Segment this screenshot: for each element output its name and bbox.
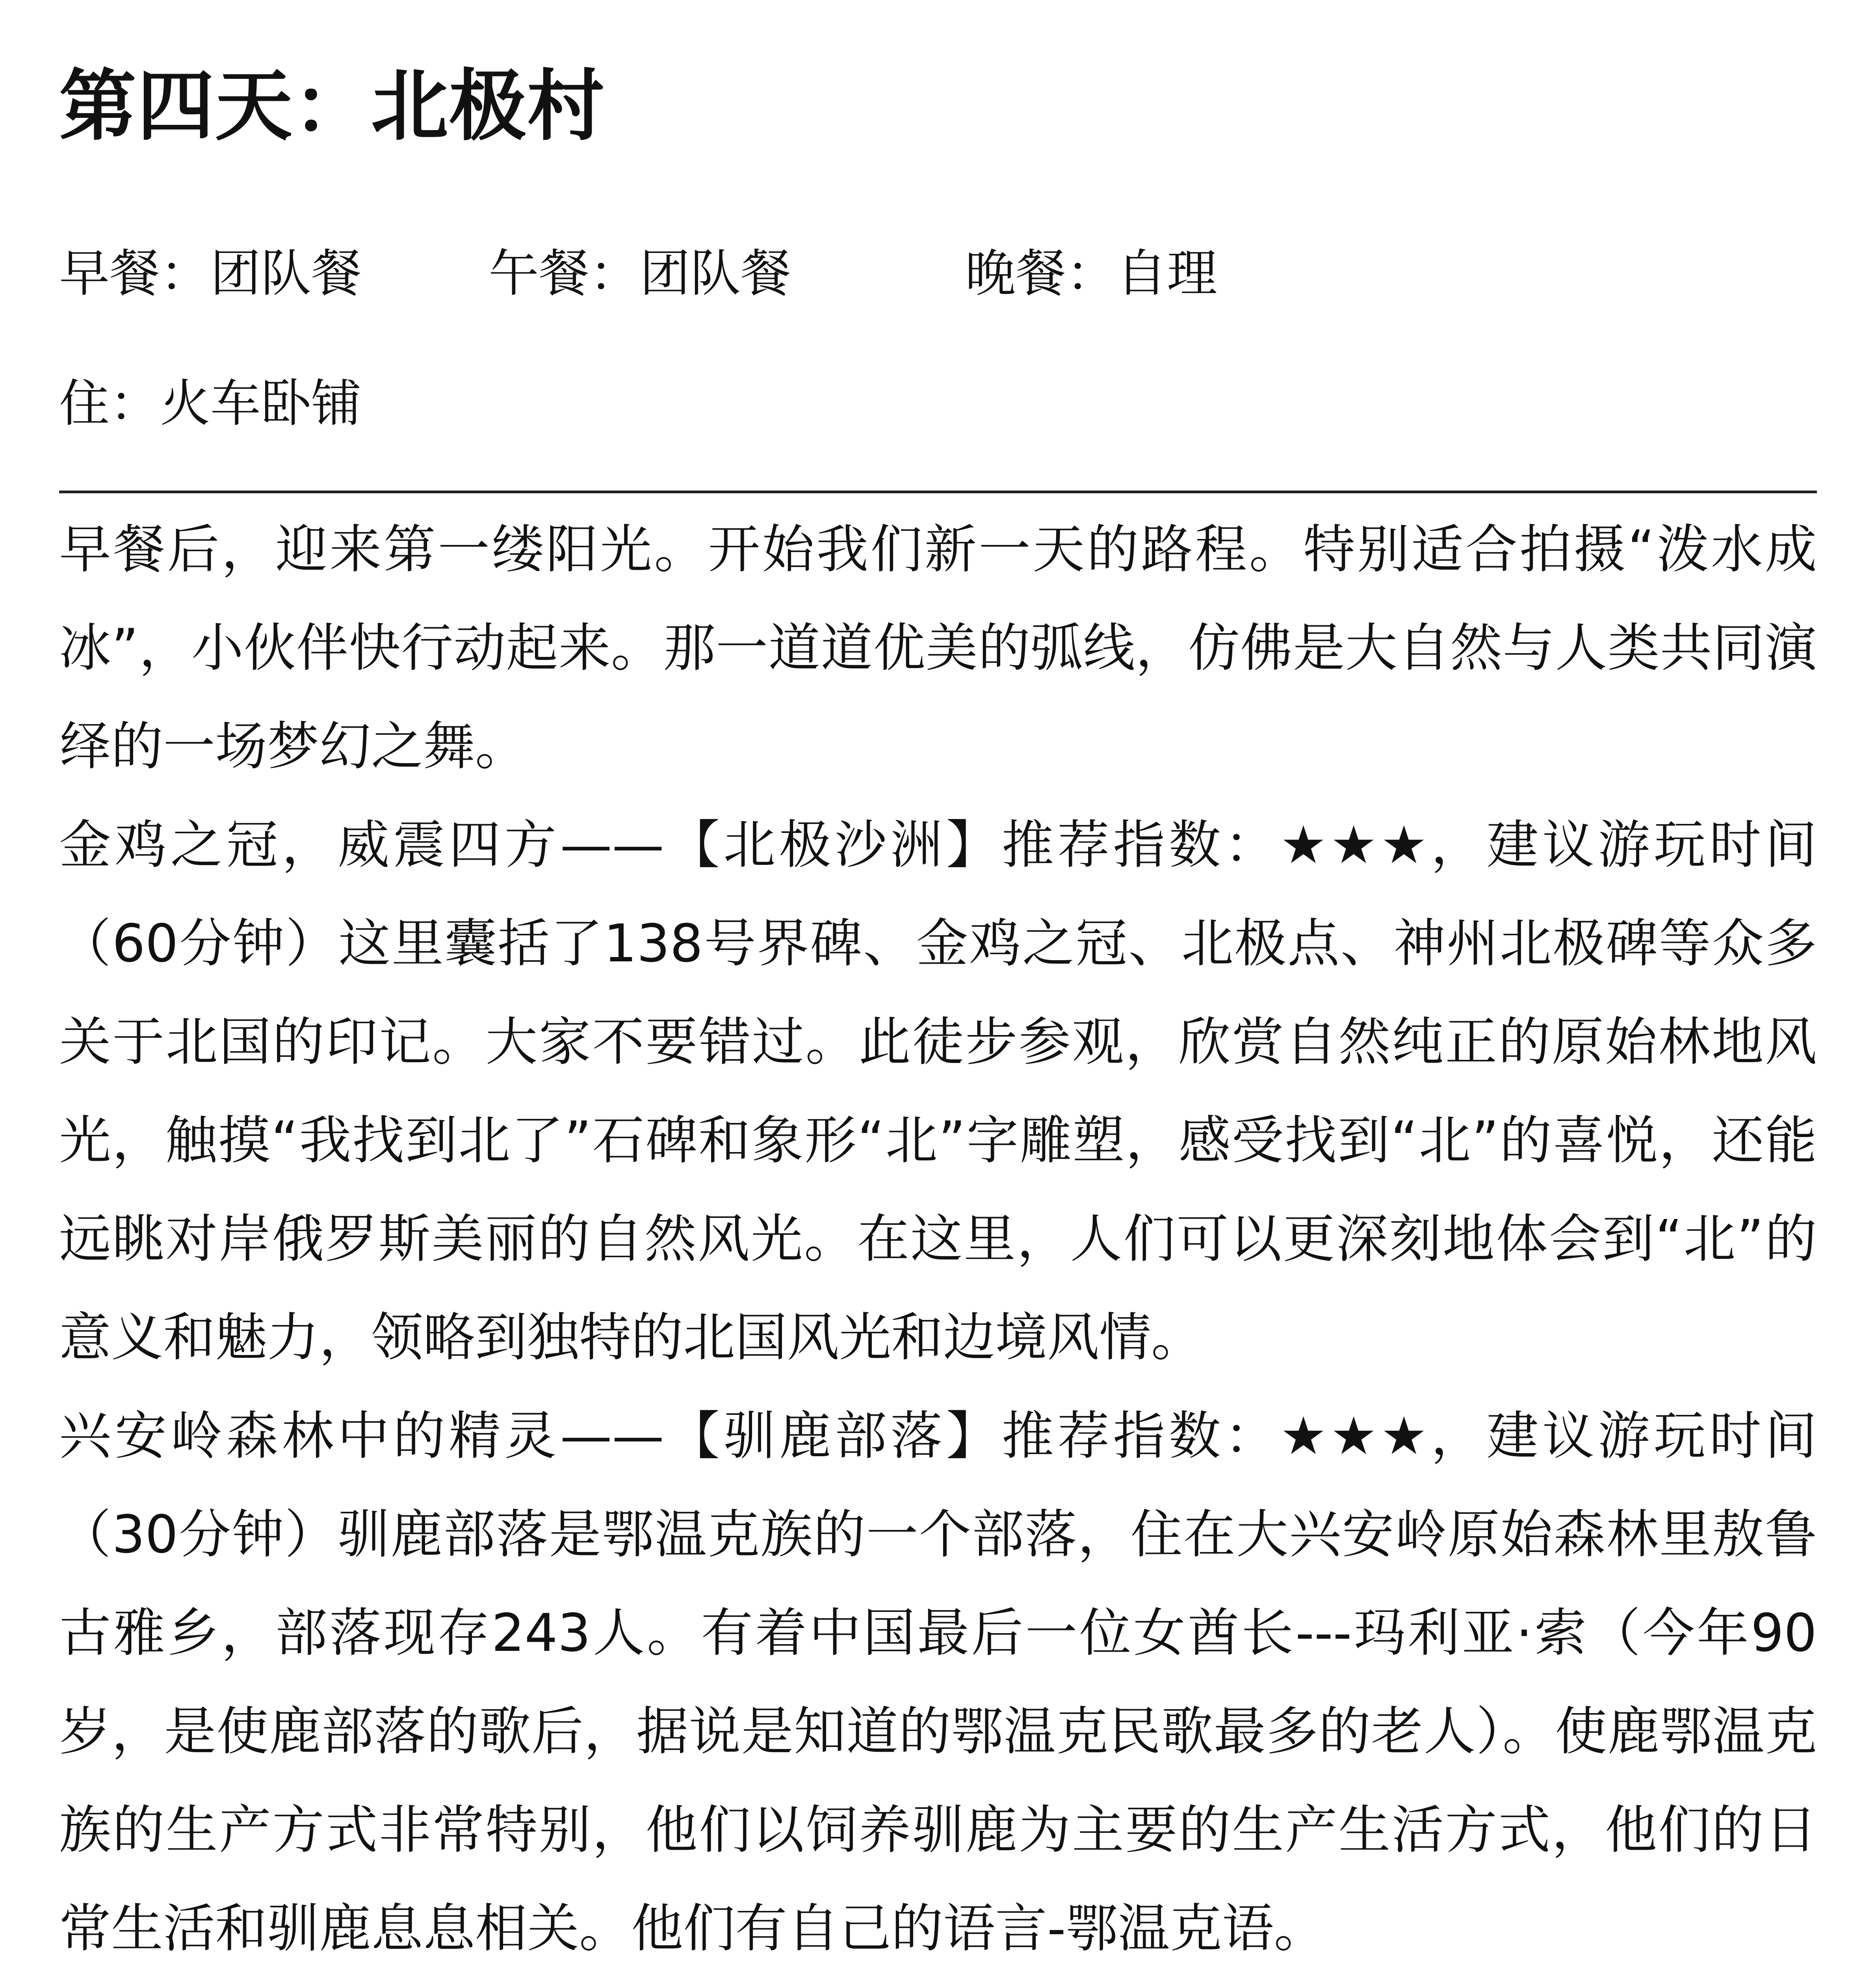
paragraph-intro: 早餐后，迎来第一缕阳光。开始我们新一天的路程。特别适合拍摄“泼水成冰”，小伙伴快行动起来。那一道道优美的弧线，仿佛是大自然与人类共同演绎的一场梦幻之舞。 [59,519,1817,777]
lunch-info: 午餐：团队餐 [489,244,791,303]
itinerary-page [59,0,1817,1970]
day-title: 第四天：北极村 [59,61,606,151]
meals-row [59,236,1817,311]
dinner-info: 晚餐：自理 [965,244,1218,303]
paragraph-arctic-sandbar: 金鸡之冠，威震四方——【北极沙洲】推荐指数：★★★，建议游玩时间（60分钟）这里囊括了138号界碑、金鸡之冠、北极点、神州北极碑等众多关于北国的印记。大家不要错过。此徒步参观，欣赏自然纯正的原始林地风光，触摸“我找到北了”石碑和象形“北”字雕塑，感受找到“北”的喜悦，还能远眺对岸俄罗斯美丽的自然风光。在这里，人们可以更深刻地体会到“北”的意义和魅力，领略到独特的北国风光和边境风情。 [59,815,1817,1368]
paragraph-reindeer-tribe: 兴安岭森林中的精灵——【驯鹿部落】推荐指数：★★★，建议游玩时间（30分钟）驯鹿部落是鄂温克族的一个部落，住在大兴安岭原始森林里敖鲁古雅乡，部落现存243人。有着中国最后一位女酋长---玛利亚·索（今年90岁，是使鹿部落的歌后，据说是知道的鄂温克民歌最多的老人）。使鹿鄂温克族的生产方式非常特别，他们以饲养驯鹿为主要的生产生活方式，他们的日常生活和驯鹿息息相关。他们有自己的语言-鄂温克语。 [59,1406,1817,1959]
breakfast-info: 早餐：团队餐 [59,244,362,303]
section-divider [59,491,1817,493]
itinerary-body [59,500,1817,1970]
accommodation-info: 住：火车卧铺 [59,374,362,433]
